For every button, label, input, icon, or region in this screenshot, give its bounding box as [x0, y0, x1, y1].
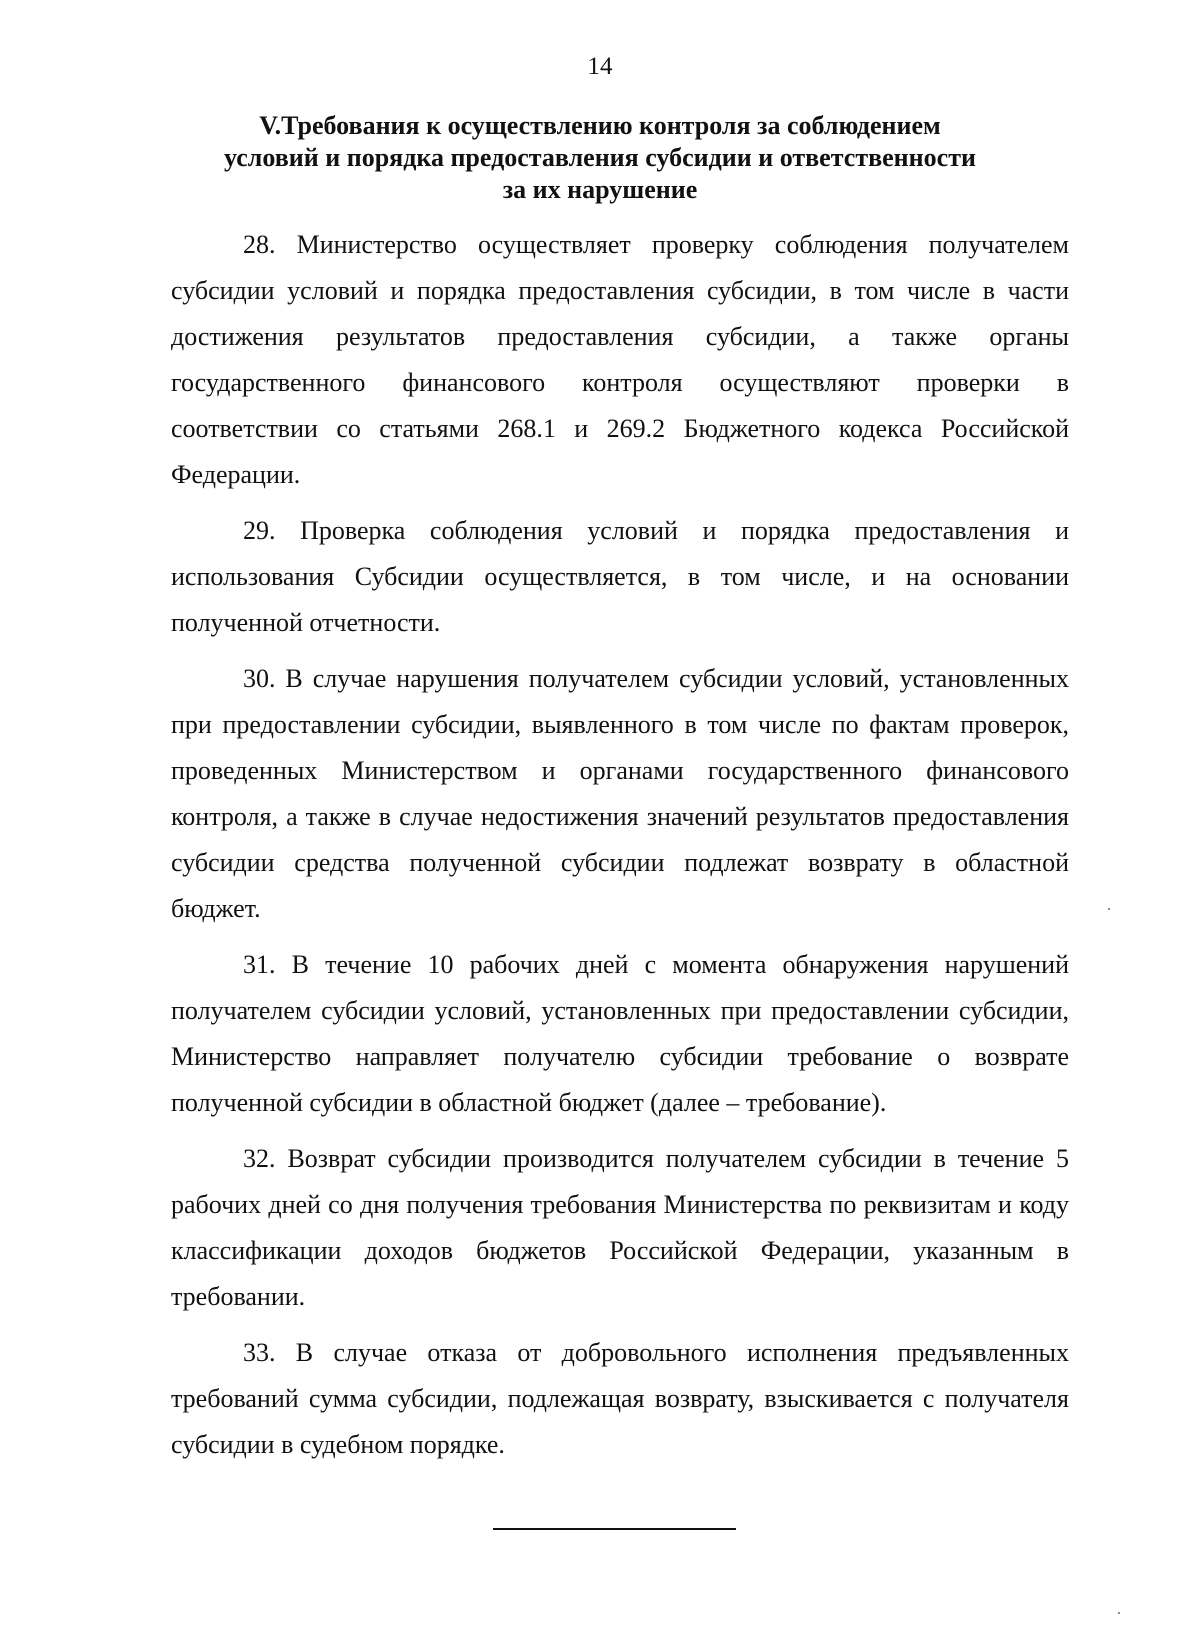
section-body	[171, 222, 1069, 1478]
section-title	[150, 110, 1050, 206]
section-title-line: за их нарушение	[502, 175, 698, 204]
end-divider	[493, 1528, 736, 1530]
paragraph-29: 29. Проверка соблюдения условий и порядка предоставления и использования Субсидии осуществляется, в том числе, и на основании полученной отчетности.	[171, 516, 1069, 637]
paragraph-33: 33. В случае отказа от добровольного исполнения предъявленных требований сумма субсидии, подлежащая возврату, взыскивается с получателя субсидии в судебном порядке.	[171, 1338, 1069, 1459]
section-title-line: V.Требования к осуществлению контроля за соблюдением	[259, 111, 941, 140]
paragraph-28: 28. Министерство осуществляет проверку соблюдения получателем субсидии условий и порядка предоставления субсидии, в том числе в части достижения результатов предоставления субсидии, а также органы государственного финансового контроля осуществляют проверки в соответствии со статьями 268.1 и 269.2 Бюджетного кодекса Российской Федерации.	[171, 230, 1069, 489]
page-number: 14	[587, 53, 613, 80]
paragraph-32: 32. Возврат субсидии производится получателем субсидии в течение 5 рабочих дней со дня получения требования Министерства по реквизитам и коду классификации доходов бюджетов Российской Федерации, указанным в требовании.	[171, 1144, 1069, 1311]
scan-speck	[1118, 1612, 1120, 1614]
paragraph-31: 31. В течение 10 рабочих дней с момента обнаружения нарушений получателем субсидии условий, установленных при предоставлении субсидии, Министерство направляет получателю субсидии требование о возврате полученной субсидии в областной бюджет (далее – требование).	[171, 950, 1069, 1117]
section-title-line: условий и порядка предоставления субсидии и ответственности	[224, 143, 976, 172]
paragraph-30: 30. В случае нарушения получателем субсидии условий, установленных при предоставлении субсидии, выявленного в том числе по фактам проверок, проведенных Министерством и органами государственного финансового контроля, а также в случае недостижения значений результатов предоставления субсидии средства полученной субсидии подлежат возврату в областной бюджет.	[171, 664, 1069, 923]
scan-speck	[1108, 908, 1110, 910]
